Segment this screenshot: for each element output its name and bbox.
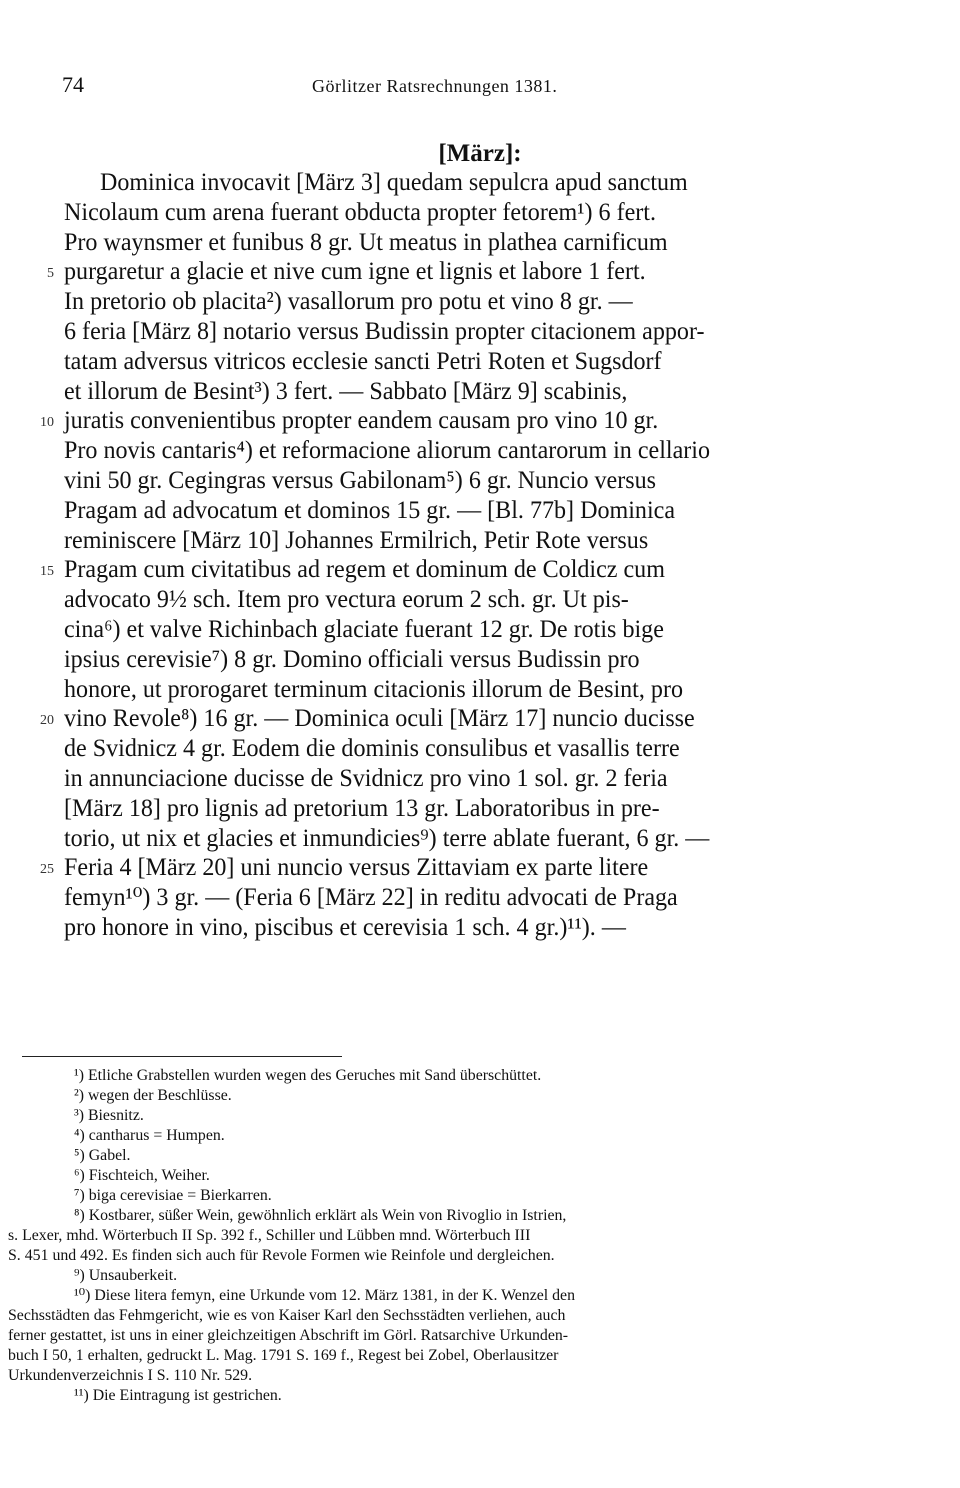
text-line (40, 526, 870, 556)
line-text: cina⁶) et valve Richinbach glaciate fuerant 12 gr. De rotis bige (64, 615, 664, 643)
text-line (40, 585, 870, 615)
line-text: juratis convenientibus propter eandem causam pro vino 10 gr. (64, 407, 659, 435)
text-line (40, 228, 870, 258)
line-text: honore, ut prorogaret terminum citacionis illorum de Besint, pro (64, 675, 684, 703)
line-text: pro honore in vino, piscibus et cerevisia 1 sch. 4 gr.)¹¹). — (64, 913, 626, 941)
footnote-line (8, 1286, 828, 1306)
footnote-line (8, 1266, 828, 1286)
footnote-text: ³) Biesnitz. (74, 1107, 144, 1124)
line-text: tatam adversus vitricos ecclesie sancti Petri Roten et Sugsdorf (64, 347, 662, 375)
line-text: Pro waynsmer et funibus 8 gr. Ut meatus in plathea carnificum (64, 228, 668, 256)
footnote-line (8, 1126, 828, 1146)
footnote-text: ⁹) Unsauberkeit. (74, 1267, 178, 1284)
text-line (40, 615, 870, 645)
footnote-line (8, 1306, 828, 1326)
footnote-line (8, 1226, 828, 1246)
footnote-text: ferner gestattet, ist uns in einer gleichzeitigen Abschrift im Görl. Ratsarchive Urkunden- (8, 1327, 569, 1344)
footnote-line (8, 1206, 828, 1226)
footnote-text: ⁷) biga cerevisiae = Bierkarren. (74, 1187, 272, 1204)
line-text: vino Revole⁸) 16 gr. — Dominica oculi [März 17] nuncio ducisse (64, 705, 695, 733)
footnote-line (8, 1346, 828, 1366)
text-line (40, 824, 870, 854)
line-text: Pro novis cantaris⁴) et reformacione aliorum cantarorum in cellario (64, 437, 711, 465)
footnote-line (8, 1106, 828, 1126)
text-line (40, 406, 870, 436)
line-number: 10 (40, 415, 54, 431)
text-line (40, 466, 870, 496)
running-title: Görlitzer Ratsrechnungen 1381. (312, 76, 558, 96)
footnote-text: ¹⁰) Diese litera femyn, eine Urkunde vom 12. März 1381, in der K. Wenzel den (74, 1287, 575, 1304)
text-line (40, 883, 870, 913)
footnote-text: ¹) Etliche Grabstellen wurden wegen des Geruches mit Sand überschüttet. (74, 1067, 542, 1084)
text-line (40, 913, 870, 943)
line-text: reminiscere [März 10] Johannes Ermilrich, Petir Rote versus (64, 526, 649, 554)
line-text: purgaretur a glacie et nive cum igne et lignis et labore 1 fert. (64, 258, 646, 286)
line-text: Pragam cum civitatibus ad regem et dominum de Coldicz cum (64, 556, 665, 584)
text-line (40, 734, 870, 764)
footnote-line (8, 1066, 828, 1086)
text-line (40, 317, 870, 347)
text-line (40, 287, 870, 317)
footnote-text: s. Lexer, mhd. Wörterbuch II Sp. 392 f., Schiller und Lübben mnd. Wörterbuch III (8, 1227, 531, 1244)
line-text: advocato 9½ sch. Item pro vectura eorum 2 sch. gr. Ut pis- (64, 586, 629, 614)
page-number: 74 (62, 72, 84, 97)
line-text: Nicolaum cum arena fuerant obducta propter fetorem¹) 6 fert. (64, 198, 656, 226)
footnote-line (8, 1186, 828, 1206)
line-text: In pretorio ob placita²) vasallorum pro potu et vino 8 gr. — (64, 288, 633, 316)
line-text: ipsius cerevisie⁷) 8 gr. Domino officiali versus Budissin pro (64, 645, 640, 673)
main-text (40, 168, 870, 943)
text-line (40, 704, 870, 734)
text-line (40, 853, 870, 883)
section-heading: [März]: (438, 140, 522, 167)
text-line (40, 198, 870, 228)
footnote-text: Urkundenverzeichnis I S. 110 Nr. 529. (8, 1367, 253, 1384)
footnote-text: Sechsstädten das Fehmgericht, wie es von Kaiser Karl den Sechsstädten verliehen, auch (8, 1307, 566, 1324)
text-line (40, 675, 870, 705)
line-text: Feria 4 [März 20] uni nuncio versus Zittaviam ex parte litere (64, 854, 649, 882)
text-line (40, 347, 870, 377)
line-number: 25 (40, 862, 54, 878)
footnote-text: S. 451 und 492. Es finden sich auch für Revole Formen wie Reinfole und dergleichen. (8, 1247, 555, 1264)
text-line (40, 496, 870, 526)
footnote-text: ¹¹) Die Eintragung ist gestrichen. (74, 1387, 282, 1404)
text-line (40, 645, 870, 675)
line-number: 15 (40, 564, 54, 580)
text-line (40, 257, 870, 287)
line-text: et illorum de Besint³) 3 fert. — Sabbato [März 9] scabinis, (64, 377, 628, 405)
line-text: torio, ut nix et glacies et inmundicies⁹) terre ablate fuerant, 6 gr. — (64, 824, 710, 852)
text-line (40, 168, 870, 198)
line-text: [März 18] pro lignis ad pretorium 13 gr. Laboratoribus in pre- (64, 794, 660, 822)
footnotes (8, 1066, 828, 1406)
footnote-text: ²) wegen der Beschlüsse. (74, 1087, 232, 1104)
line-text: Pragam ad advocatum et dominos 15 gr. — [Bl. 77b] Dominica (64, 496, 676, 524)
line-text: Dominica invocavit [März 3] quedam sepulcra apud sanctum (100, 169, 688, 196)
footnote-line (8, 1146, 828, 1166)
line-text: femyn¹⁰) 3 gr. — (Feria 6 [März 22] in reditu advocati de Praga (64, 884, 678, 912)
footnote-text: ⁵) Gabel. (74, 1147, 131, 1164)
line-number: 20 (40, 713, 54, 729)
footnote-text: buch I 50, 1 erhalten, gedruckt L. Mag. 1791 S. 169 f., Regest bei Zobel, Oberlausitzer (8, 1347, 559, 1364)
text-line (40, 555, 870, 585)
footnote-line (8, 1386, 828, 1406)
footnote-text: ⁶) Fischteich, Weiher. (74, 1167, 210, 1184)
footnote-line (8, 1166, 828, 1186)
footnote-rule (22, 1056, 342, 1057)
footnote-line (8, 1246, 828, 1266)
text-line (40, 377, 870, 407)
footnote-text: ⁴) cantharus = Humpen. (74, 1127, 225, 1144)
text-line (40, 764, 870, 794)
text-line (40, 436, 870, 466)
line-text: vini 50 gr. Cegingras versus Gabilonam⁵) 6 gr. Nuncio versus (64, 466, 657, 494)
footnote-line (8, 1326, 828, 1346)
line-text: 6 feria [März 8] notario versus Budissin propter citacionem appor- (64, 317, 705, 345)
line-text: de Svidnicz 4 gr. Eodem die dominis consulibus et vasallis terre (64, 735, 680, 763)
footnote-line (8, 1086, 828, 1106)
line-text: in annunciacione ducisse de Svidnicz pro vino 1 sol. gr. 2 feria (64, 764, 668, 792)
text-line (40, 794, 870, 824)
footnote-line (8, 1366, 828, 1386)
line-number: 5 (47, 266, 54, 282)
footnote-text: ⁸) Kostbarer, süßer Wein, gewöhnlich erklärt als Wein von Rivoglio in Istrien, (74, 1207, 567, 1224)
